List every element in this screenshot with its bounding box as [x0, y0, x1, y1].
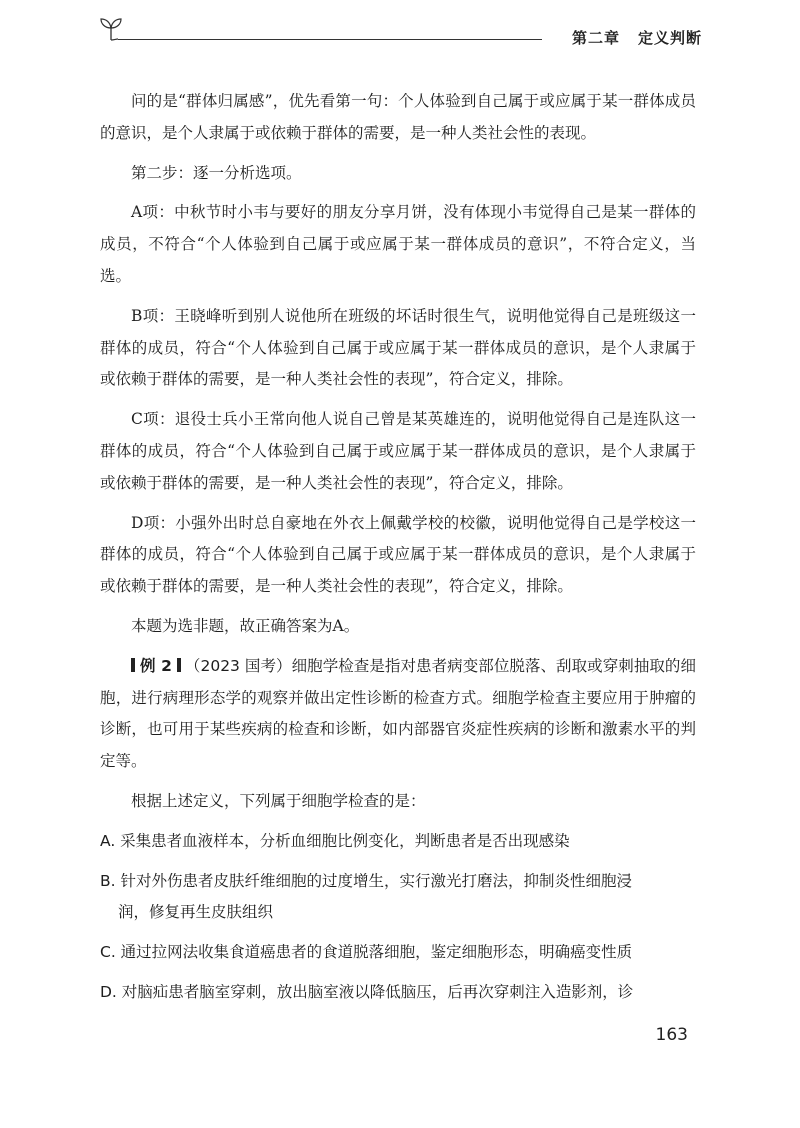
option-a: A. 采集患者血液样本，分析血细胞比例变化，判断患者是否出现感染 [100, 831, 570, 850]
chapter-label: 第二章 [571, 29, 620, 47]
running-header [572, 27, 702, 48]
example-stem [100, 651, 696, 778]
option-d: D. 对脑疝患者脑室穿刺，放出脑室液以降低脑压，后再次穿刺注入造影剂，诊 [100, 982, 634, 1001]
paragraph: 本题为选非题，故正确答案为A。 [131, 616, 360, 635]
bracket-bar-icon [131, 658, 135, 672]
example-text: 细胞学检查是指对患者病变部位脱落、刮取或穿刺抽取的细胞，进行病理形态学的观察并做出定性诊断的检查方式。细胞学检查主要应用于肿瘤的诊断，也可用于某些疾病的检查和诊断，如内部器官炎症性疾病的诊断和激素水平的判定等。 [100, 656, 696, 771]
paragraph: 第二步：逐一分析选项。 [131, 163, 302, 182]
bracket-bar-icon [177, 658, 181, 672]
option-b-continuation: 润，修复再生皮肤组织 [118, 903, 274, 922]
paragraph: 问的是“群体归属感”，优先看第一句：个人体验到自己属于或应属于某一群体成员的意识，是个人隶属于或依赖于群体的需要，是一种人类社会性的表现。 [100, 92, 696, 142]
page-body [100, 86, 696, 1017]
page-number: 163 [655, 1025, 688, 1045]
header-rule [118, 39, 542, 40]
paragraph: A项：中秋节时小韦与要好的朋友分享月饼，没有体现小韦觉得自己是某一群体的成员，不符合“个人体验到自己属于或应属于某一群体成员的意识”，不符合定义，当选。 [100, 203, 696, 285]
paragraph: D项：小强外出时总自豪地在外衣上佩戴学校的校徽，说明他觉得自己是学校这一群体的成员，符合“个人体验到自己属于或应属于某一群体成员的意识，是个人隶属于或依赖于群体的需要，是一种人类社会性的表现”，符合定义，排除。 [100, 513, 696, 596]
option-b [100, 866, 696, 930]
section-label: 定义判断 [637, 29, 702, 47]
option-c: C. 通过拉网法收集食道癌患者的食道脱落细胞，鉴定细胞形态，明确癌变性质 [100, 943, 633, 962]
example-block [100, 651, 696, 1009]
example-label: 例 2 [140, 656, 172, 675]
paragraph: B项：王晓峰听到别人说他所在班级的坏话时很生气，说明他觉得自己是班级这一群体的成员，符合“个人体验到自己属于或应属于某一群体成员的意识，是个人隶属于或依赖于群体的需要，是一种人类社会性的表现”，符合定义，排除。 [100, 306, 696, 389]
example-source: （2023 国考） [184, 656, 292, 675]
option-b-text: B. 针对外伤患者皮肤纤维细胞的过度增生，实行激光打磨法，抑制炎性细胞浸 [100, 871, 632, 890]
example-question: 根据上述定义，下列属于细胞学检查的是： [131, 791, 426, 810]
paragraph: C项：退役士兵小王常向他人说自己曾是某英雄连的，说明他觉得自己是连队这一群体的成员，符合“个人体验到自己属于或应属于某一群体成员的意识，是个人隶属于或依赖于群体的需要，是一种人类社会性的表现”，符合定义，排除。 [100, 410, 696, 492]
